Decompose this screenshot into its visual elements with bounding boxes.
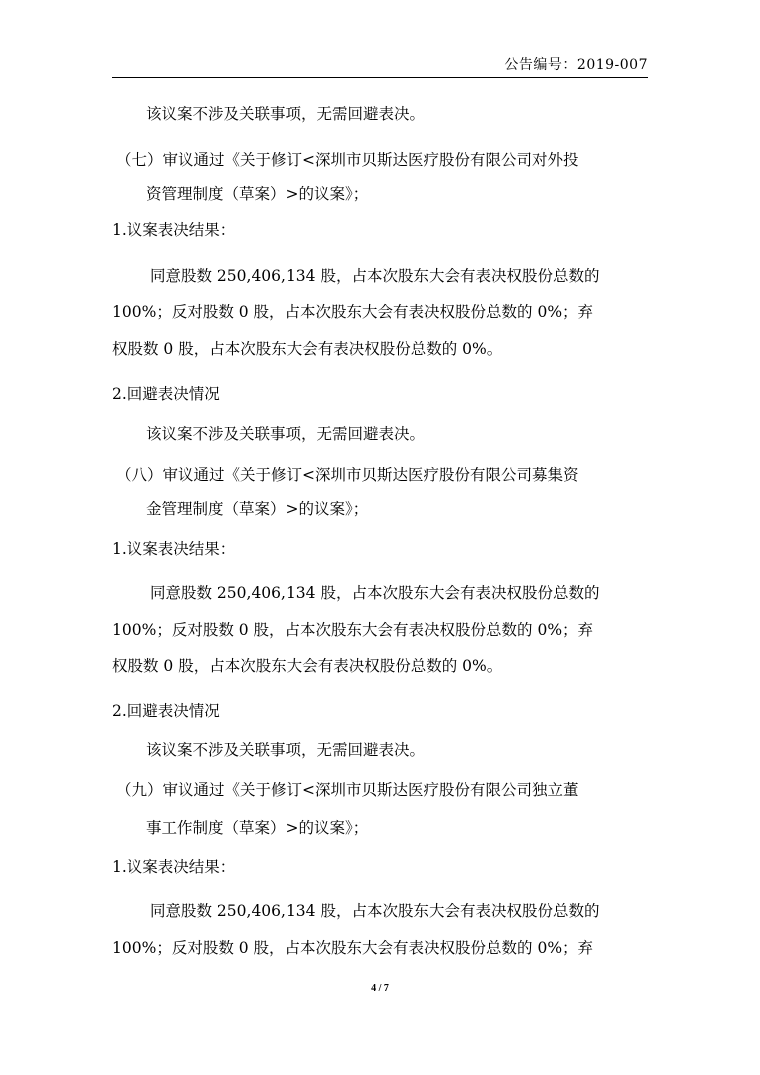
section-heading-8: （八）审议通过《关于修订<深圳市贝斯达医疗股份有限公司募集资 bbox=[116, 466, 579, 484]
subheading-vote-result: 1.议案表决结果： bbox=[112, 540, 236, 558]
paragraph-line: 资管理制度（草案）>的议案》； bbox=[146, 185, 369, 203]
subheading-vote-result: 1.议案表决结果： bbox=[112, 221, 236, 239]
paragraph-line: 100%；反对股数 0 股，占本次股东大会有表决权股份总数的 0%；弃 bbox=[112, 621, 594, 639]
section-heading-7: （七）审议通过《关于修订<深圳市贝斯达医疗股份有限公司对外投 bbox=[116, 151, 579, 169]
subheading-avoidance: 2.回避表决情况 bbox=[112, 702, 220, 720]
paragraph-line: 金管理制度（草案）>的议案》； bbox=[146, 500, 369, 518]
announcement-number: 公告编号：2019-007 bbox=[504, 57, 648, 73]
paragraph-line: 该议案不涉及关联事项，无需回避表决。 bbox=[146, 425, 426, 443]
paragraph-line: 事工作制度（草案）>的议案》； bbox=[146, 819, 369, 837]
paragraph-line: 同意股数 250,406,134 股，占本次股东大会有表决权股份总数的 bbox=[150, 267, 600, 285]
header-divider bbox=[112, 77, 648, 78]
paragraph-line: 该议案不涉及关联事项，无需回避表决。 bbox=[146, 741, 426, 759]
paragraph-line: 100%；反对股数 0 股，占本次股东大会有表决权股份总数的 0%；弃 bbox=[112, 939, 594, 957]
paragraph-line: 权股数 0 股，占本次股东大会有表决权股份总数的 0%。 bbox=[112, 340, 503, 358]
subheading-vote-result: 1.议案表决结果： bbox=[112, 858, 236, 876]
paragraph-line: 该议案不涉及关联事项，无需回避表决。 bbox=[146, 105, 426, 123]
section-heading-9: （九）审议通过《关于修订<深圳市贝斯达医疗股份有限公司独立董 bbox=[116, 781, 579, 799]
paragraph-line: 同意股数 250,406,134 股，占本次股东大会有表决权股份总数的 bbox=[150, 584, 600, 602]
subheading-avoidance: 2.回避表决情况 bbox=[112, 385, 220, 403]
paragraph-line: 100%；反对股数 0 股，占本次股东大会有表决权股份总数的 0%；弃 bbox=[112, 303, 594, 321]
page-number: 4 / 7 bbox=[371, 983, 389, 994]
paragraph-line: 权股数 0 股，占本次股东大会有表决权股份总数的 0%。 bbox=[112, 657, 503, 675]
paragraph-line: 同意股数 250,406,134 股，占本次股东大会有表决权股份总数的 bbox=[150, 902, 600, 920]
